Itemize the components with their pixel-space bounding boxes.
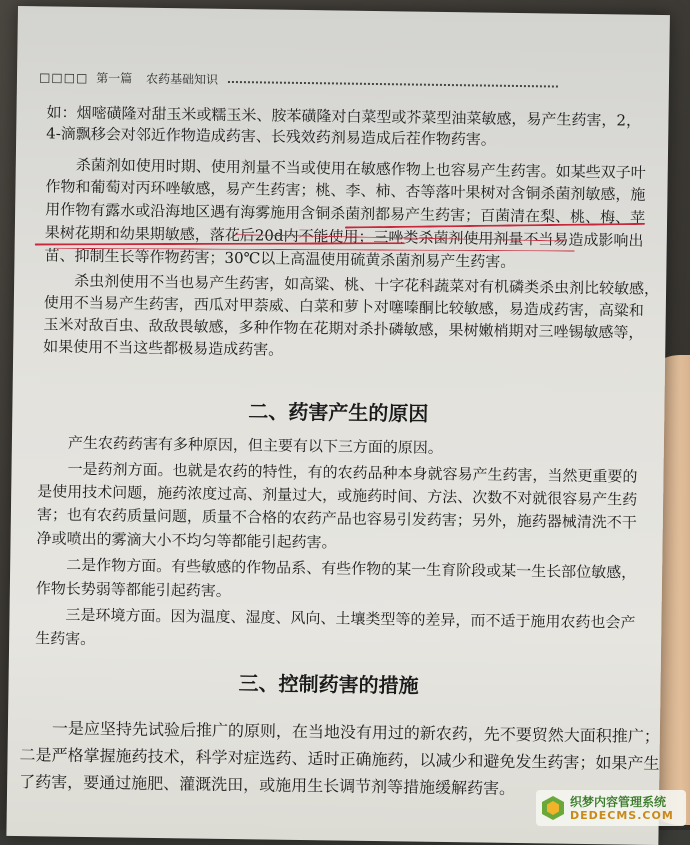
text-line: 玉米对敌百虫、敌敌畏敏感，多种作物在花期对杀扑磷敏感，果树嫩梢期对三唑锡敏感等，: [43, 315, 644, 342]
text-line: 作物长势弱等都能引起药害。: [35, 579, 231, 601]
text-line: 产生农药药害有多种原因，但主要有以下三方面的原因。: [37, 433, 444, 457]
text-line: 三是环境方面。因为温度、湿度、风向、土壤类型等的差异，而不适于施用农药也会产: [35, 605, 636, 632]
text-line: 害；也有农药质量问题，质量不合格的农药产品也容易引发药害；另外，施药器械清洗不干: [36, 505, 637, 532]
text-line: 如果使用不当这些都极易造成药害。: [43, 337, 284, 359]
text-line: 二是严格掌握施药技术，科学对症选药、适时正确施药，以减少和避免发生药害；如果产生: [19, 745, 660, 774]
watermark-name-en: DEDECMS.COM: [570, 809, 674, 822]
running-header: [39, 68, 645, 94]
text-line: 净或喷出的雾滴大小不均匀等都能引起药害。: [36, 529, 337, 552]
text-line: 二是作物方面。有些敏感的作物品系、有些作物的某一生育阶段或某一生长部位敏感，: [36, 555, 637, 582]
watermark-name-cn: 织梦内容管理系统: [570, 795, 667, 809]
text-line: 4-滴飘移会对邻近作物造成药害、长残效药剂易造成后茬作物药害。: [46, 124, 496, 149]
text-line: 杀菌剂如使用时期、使用剂量不当或使用在敏感作物上也容易产生药害。如某些双子叶: [45, 155, 646, 182]
text-line: 是使用技术问题，施药浓度过高、剂量过大，或施药时间、方法、次数不对就很容易产生药: [37, 482, 638, 509]
header-section: 农药基础知识: [145, 71, 219, 87]
header-chapter: 第一篇: [96, 71, 133, 86]
document-page: [6, 6, 670, 845]
text-line: 如：烟嘧磺隆对甜玉米或糯玉米、胺苯磺隆对白菜型或芥菜型油菜敏感，易产生药害，2，: [46, 103, 642, 130]
section-heading-causes: 二、药害产生的原因: [248, 399, 429, 426]
text-line: 使用不当易产生药害，西瓜对甲萘威、白菜和萝卜对噻嗪酮比较敏感，易造成药害，高粱和: [43, 293, 644, 320]
text-line: 苗、抑制生长等作物药害；30℃以上高温使用硫黄杀菌剂易产生药害。: [44, 246, 516, 271]
header-marks: □□□□: [38, 70, 89, 85]
dedecms-logo-icon: [540, 795, 566, 821]
text-line: 了药害，要通过施肥、灌溉洗田，或施用生长调节剂等措施缓解药害。: [19, 772, 516, 799]
text-line: 果树花期和幼果期敏感，落花后20d内不能使用；三唑类杀菌剂使用剂量不当易造成影响出: [44, 223, 644, 250]
text-line: 作物和葡萄对丙环唑敏感，易产生药害；桃、李、柿、杏等落叶果树对含铜杀菌剂敏感，施: [45, 177, 646, 204]
text-line: 用作物有露水或沿海地区遇有海雾施用含铜杀菌剂都易产生药害；百菌清在梨、桃、梅、苹: [45, 200, 646, 227]
text-line: 生药害。: [35, 629, 96, 649]
text-line: 杀虫剂使用不当也易产生药害，如高粱、桃、十字花科蔬菜对有机磷类杀虫剂比较敏感，: [44, 271, 660, 298]
site-watermark: [536, 790, 686, 826]
text-line: 一是药剂方面。也就是农药的特性，有的农药品种本身就容易产生药害，当然更重要的: [37, 459, 638, 486]
section-heading-measures: 三、控制药害的措施: [238, 671, 419, 698]
text-line: 一是应坚持先试验后推广的原则，在当地没有用过的新农药，先不要贸然大面积推广；: [19, 718, 661, 747]
header-dot-leader: [228, 78, 558, 87]
